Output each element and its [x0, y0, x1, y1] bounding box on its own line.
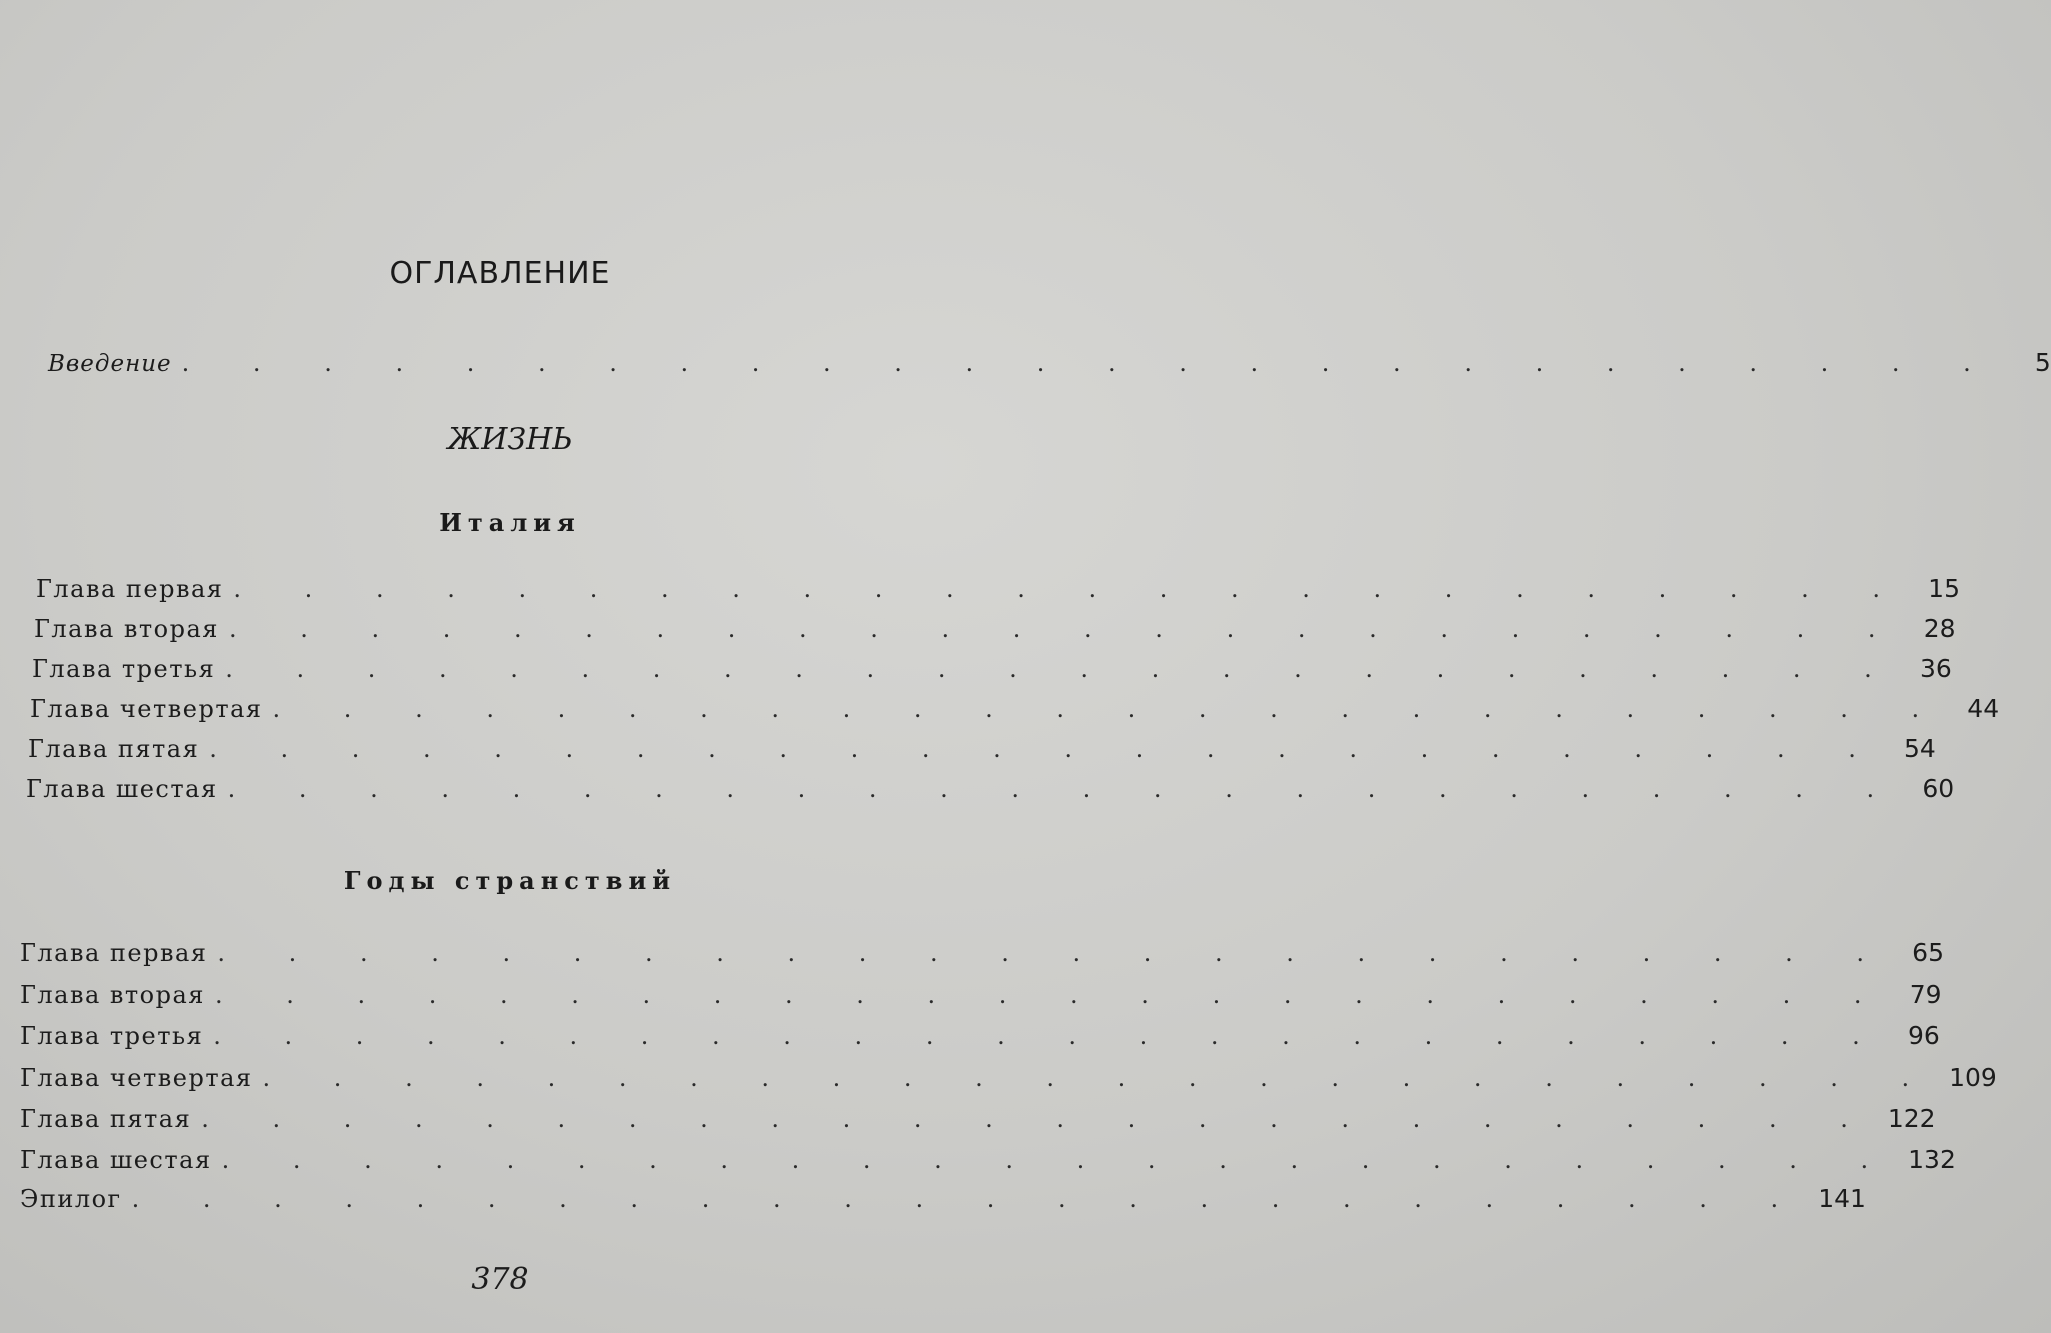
toc-entry-page: 60	[1922, 774, 1955, 803]
toc-entry-label: Глава третья	[32, 655, 216, 683]
toc-entry	[28, 734, 1936, 772]
toc-entry-page: 44	[1967, 694, 2000, 723]
toc-entry	[20, 1145, 1956, 1183]
part-title: ЖИЗНЬ	[447, 422, 573, 457]
dot-leader: . . . . . . . . . . . . . . . . . . . . . . . .	[262, 1064, 1938, 1092]
dot-leader: . . . . . . . . . . . . . . . . . . . . . . . .	[131, 1185, 1807, 1213]
toc-entry-page: 141	[1818, 1184, 1866, 1213]
toc-entry-page: 5	[2034, 348, 2051, 377]
toc-entry-page: 122	[1887, 1104, 1936, 1133]
section-title-italy: Италия	[439, 508, 581, 537]
dot-leader: . . . . . . . . . . . . . . . . . . . . . . . .	[233, 575, 1908, 603]
section-title-years: Годы странствий	[343, 866, 677, 895]
dot-leader: . . . . . . . . . . . . . . . . . . . . . . . .	[272, 695, 1948, 723]
toc-entry-label: Глава шестая	[20, 1146, 212, 1174]
toc-entry-page: 132	[1908, 1145, 1956, 1174]
toc-entry-label: Глава шестая	[26, 775, 218, 803]
toc-entry	[32, 654, 1952, 692]
toc-entry	[20, 1104, 1936, 1142]
toc-entry-label: Эпилог	[20, 1185, 122, 1213]
toc-entry-page: 54	[1904, 734, 1936, 763]
toc-entry	[20, 1063, 1997, 1101]
toc-entry-page: 65	[1912, 938, 1944, 967]
toc-entry-page: 79	[1909, 980, 1942, 1009]
toc-entry	[34, 614, 1956, 652]
toc-entry-label: Введение	[48, 351, 172, 377]
toc-entry-label: Глава пятая	[20, 1105, 192, 1133]
toc-entry-page: 109	[1949, 1063, 1997, 1092]
dot-leader: . . . . . . . . . . . . . . . . . . . . . . . .	[209, 735, 1884, 763]
toc-entry-label: Глава четвертая	[30, 695, 263, 723]
dot-leader: . . . . . . . . . . . . . . . . . . . . . . . .	[225, 655, 1900, 683]
toc-entry-page: 36	[1919, 654, 1952, 683]
toc-entry-intro	[48, 348, 2051, 386]
dot-leader: . . . . . . . . . . . . . . . . . . . . . . . .	[227, 775, 1903, 803]
toc-entry-label: Глава первая	[20, 939, 208, 967]
toc-entry-page: 28	[1923, 614, 1956, 643]
toc-entry-page: 15	[1928, 574, 1960, 603]
dot-leader: . . . . . . . . . . . . . . . . . . . . . . . .	[221, 1146, 1897, 1174]
toc-entry-epilogue	[20, 1184, 1866, 1222]
toc-entry-label: Глава вторая	[20, 981, 205, 1009]
toc-entry	[26, 774, 1955, 812]
toc-entry-label: Глава вторая	[34, 615, 219, 643]
toc-entry	[30, 694, 2000, 732]
toc-entry	[36, 574, 1960, 612]
dot-leader: . . . . . . . . . . . . . . . . . . . . . . . .	[217, 939, 1892, 967]
dot-leader: . . . . . . . . . . . . . . . . . . . . . . . .	[213, 1022, 1888, 1050]
toc-entry-label: Глава первая	[36, 575, 224, 603]
page-title: ОГЛАВЛЕНИЕ	[389, 256, 611, 291]
toc-entry-label: Глава пятая	[28, 735, 200, 763]
toc-entry-page: 96	[1907, 1021, 1940, 1050]
toc-entry	[20, 980, 1942, 1018]
dot-leader: . . . . . . . . . . . . . . . . . . . . . . . . . .	[181, 349, 1999, 377]
dot-leader: . . . . . . . . . . . . . . . . . . . . . . . .	[214, 981, 1890, 1009]
dot-leader: . . . . . . . . . . . . . . . . . . . . . . . .	[228, 615, 1904, 643]
toc-entry-label: Глава четвертая	[20, 1064, 253, 1092]
toc-entry-label: Глава третья	[20, 1022, 204, 1050]
toc-entry	[20, 938, 1944, 976]
toc-entry	[20, 1021, 1940, 1059]
page-number: 378	[471, 1262, 529, 1297]
dot-leader: . . . . . . . . . . . . . . . . . . . . . . . .	[201, 1105, 1876, 1133]
